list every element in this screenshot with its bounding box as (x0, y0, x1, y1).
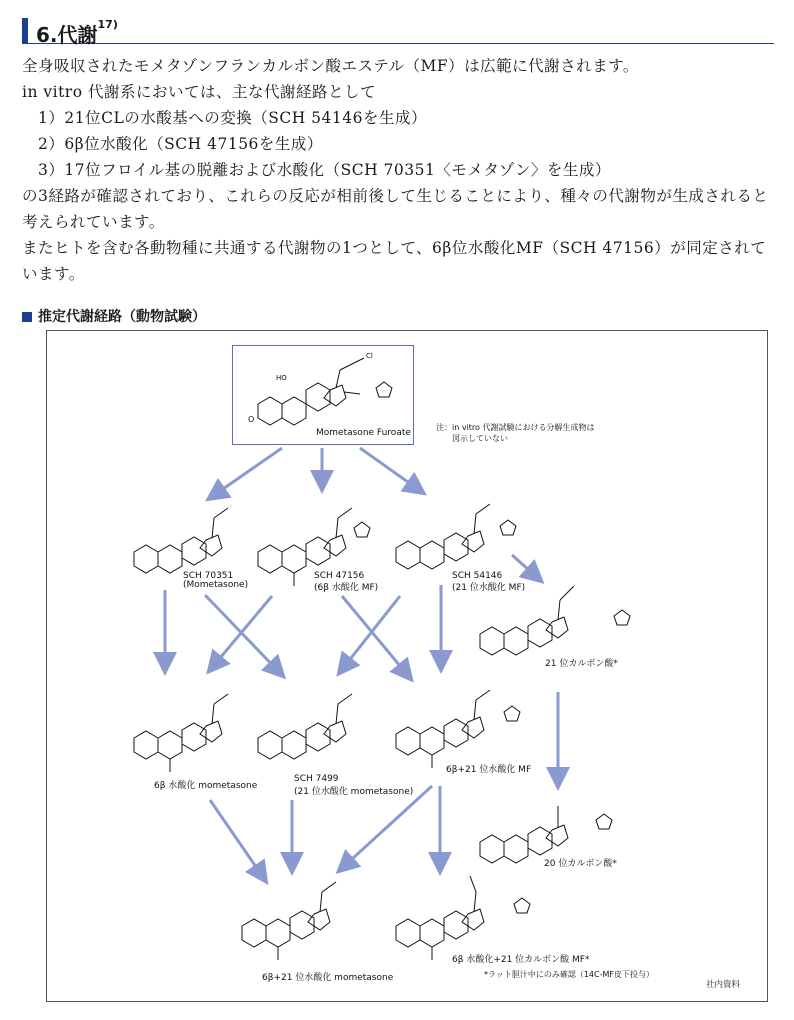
molecule-6b-mometasone (128, 680, 248, 776)
svg-text:O: O (248, 415, 255, 424)
footnote: *ラット胆汁中にのみ確認（14C-MF皮下投与） (484, 970, 654, 979)
label-6b-mometasone: 6β 水酸化 mometasone (154, 781, 258, 791)
molecule-21-carboxylic (474, 576, 644, 666)
section-number: 6. (36, 23, 58, 47)
label-sch47156-code: SCH 47156 (314, 571, 365, 581)
paragraph-line: 2）6β位水酸化（SCH 47156を生成） (22, 135, 323, 153)
paragraph-line: またヒトを含む各動物種に共通する代謝物の1つとして、6β位水酸化MF（SCH 47156）が同定されて (22, 239, 767, 257)
label-20-carboxylic: 20 位カルボン酸* (544, 859, 617, 869)
diagram-heading: 推定代謝経路（動物試験） (22, 306, 206, 326)
source-label: 社内資料 (705, 980, 740, 990)
label-21-carboxylic: 21 位カルボン酸* (545, 659, 618, 669)
label-sch54146-code: SCH 54146 (452, 571, 503, 581)
note-line: 図示していない (452, 434, 508, 443)
molecule-sch54146 (390, 490, 530, 580)
svg-text:HO: HO (276, 374, 287, 382)
paragraph-line: の3経路が確認されており、これらの反応が相前後して生じることにより、種々の代謝物が生成されると (22, 187, 769, 205)
note-line: 注：in vitro 代謝試験における分解生成物は (436, 423, 595, 432)
paragraph-line: 3）17位フロイル基の脱離および水酸化（SCH 70351〈モメタゾン〉を生成） (22, 161, 611, 179)
label-6b21-mometasone: 6β+21 位水酸化 mometasone (262, 973, 394, 983)
label-sch47156-name: (6β 水酸化 MF) (314, 583, 379, 593)
paragraph-line: います。 (22, 265, 85, 283)
molecule-sch7499 (252, 680, 372, 770)
section-ref: 17) (97, 18, 118, 31)
paragraph-line: 1）21位CLの水酸基への変換（SCH 54146を生成） (22, 109, 427, 127)
paragraph-line: 考えられています。 (22, 213, 165, 231)
label-sch7499-name: (21 位水酸化 mometasone) (294, 787, 414, 797)
label-6b21-mf: 6β+21 位水酸化 MF (446, 765, 532, 775)
paragraph-line: in vitro 代謝系においては、主な代謝経路として (22, 83, 376, 101)
molecule-6b21-mometasone (236, 868, 366, 968)
label-sch7499-code: SCH 7499 (294, 774, 339, 784)
svg-text:Cl: Cl (366, 352, 373, 360)
molecule-sch70351 (128, 494, 238, 580)
label-mometasone-furoate: Mometasone Furoate (316, 428, 411, 438)
paragraph-line: 全身吸収されたモメタゾンフランカルボン酸エステル（MF）は広範に代謝されます。 (22, 57, 639, 75)
label-6b-21carb-mf: 6β 水酸化+21 位カルボン酸 MF* (452, 955, 590, 965)
label-sch70351-name: (Mometasone) (183, 580, 249, 590)
label-sch70351-code: SCH 70351 (183, 571, 234, 581)
molecule-6b21-mf (390, 676, 540, 772)
label-sch54146-name: (21 位水酸化 MF) (452, 583, 526, 593)
molecule-mometasone-furoate (248, 352, 408, 432)
section-title: 代謝 (57, 23, 98, 47)
